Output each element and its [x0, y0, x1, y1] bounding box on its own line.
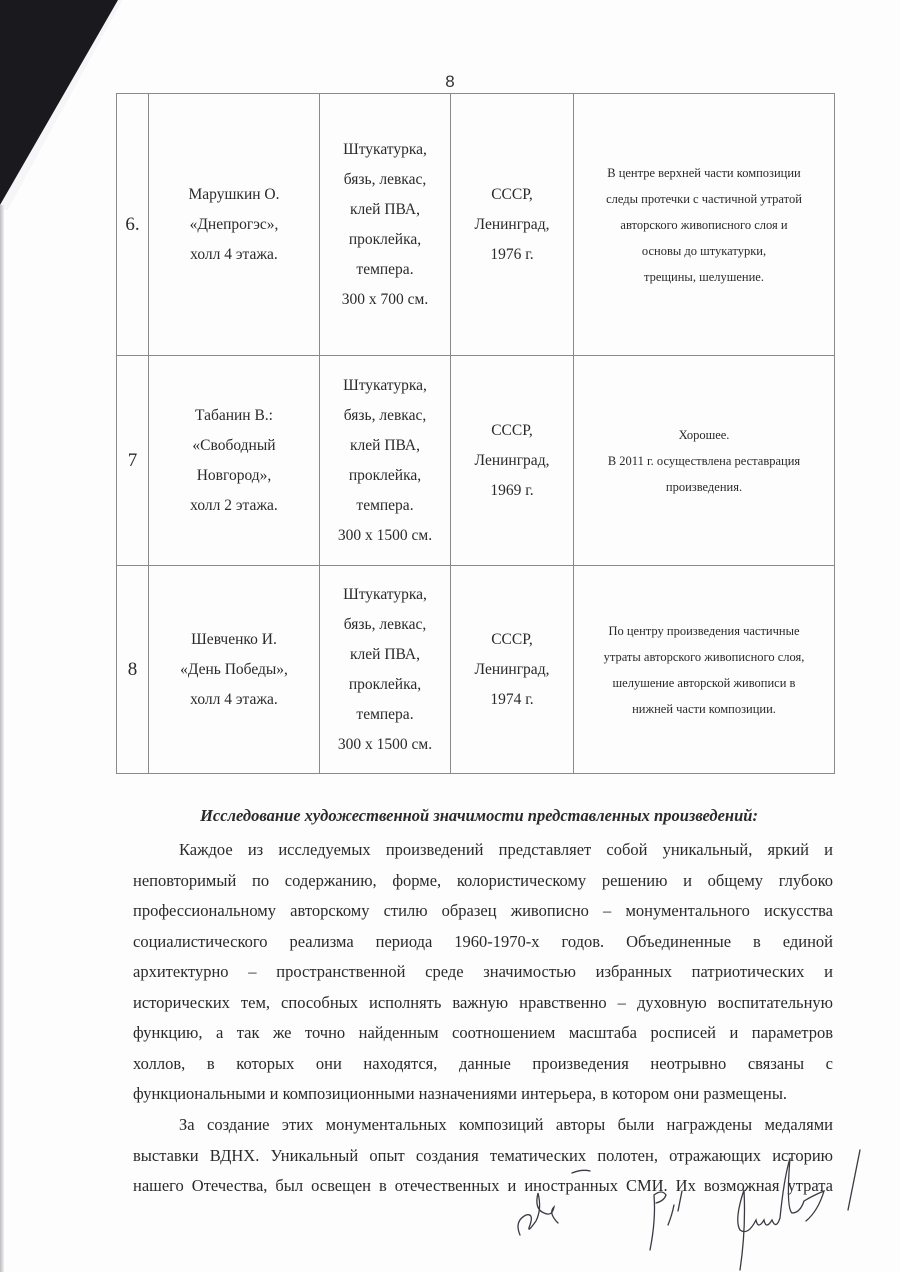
material-cell: Штукатурка, бязь, левкас, клей ПВА, проклейка, темпера. 300 х 1500 см.	[320, 356, 451, 566]
page-number: 8	[445, 72, 455, 91]
place-date-cell: СССР, Ленинград, 1974 г.	[451, 566, 574, 774]
row-number: 7	[117, 356, 149, 566]
signature-3-stroke	[848, 1150, 860, 1210]
signature-2	[650, 1191, 682, 1250]
table-row	[117, 94, 835, 356]
signature-1	[518, 1170, 590, 1235]
condition-cell: По центру произведения частичные утраты авторского живописного слоя, шелушение авторской живописи в нижней части композиции.	[574, 566, 835, 774]
table-row	[117, 566, 835, 774]
page-left-edge	[0, 205, 4, 1272]
artwork-title-cell: Шевченко И. «День Победы», холл 4 этажа.	[149, 566, 320, 774]
table-row	[117, 356, 835, 566]
section-heading: Исследование художественной значимости представленных произведений:	[200, 806, 758, 825]
paragraph-awards: За создание этих монументальных композиций авторы были награждены медалями выставки ВДНХ. Уникальный опыт создания тематических полотен, отражающих историю нашего Отечества, был освещен в отечественных и иностранных СМИ. Их возможная утрата	[133, 1115, 833, 1195]
material-cell: Штукатурка, бязь, левкас, клей ПВА, проклейка, темпера. 300 х 1500 см.	[320, 566, 451, 774]
row-number: 6.	[117, 94, 149, 356]
signatures	[500, 1140, 880, 1272]
paragraph-artistic-significance: Каждое из исследуемых произведений представляет собой уникальный, яркий и неповторимый по содержанию, форме, колористическому решению и общему глубоко профессиональному авторскому стилю образец живописно – монументального искусства социалистического реализма периода 1960-1970-х годов. Объединенные в единой архитектурно – пространственной среде значимостью избранных патриотических и исторических тем, способных исполнять важную нравственно – духовную воспитательную функцию, а так же точно найденным соотношением масштаба росписей и параметров холлов, в которых они находятся, данные произведения неотрывно связаны с функциональными и композиционными назначениями интерьера, в котором они размещены.	[133, 840, 833, 1103]
scan-background-corner	[0, 0, 118, 205]
artwork-title-cell: Марушкин О. «Днепрогэс», холл 4 этажа.	[149, 94, 320, 356]
signature-3	[738, 1158, 824, 1270]
condition-cell: В центре верхней части композиции следы протечки с частичной утратой авторского живописного слоя и основы до штукатурки, трещины, шелушение.	[574, 94, 835, 356]
row-number: 8	[117, 566, 149, 774]
place-date-cell: СССР, Ленинград, 1976 г.	[451, 94, 574, 356]
condition-cell: Хорошее. В 2011 г. осуществлена реставрация произведения.	[574, 356, 835, 566]
material-cell: Штукатурка, бязь, левкас, клей ПВА, проклейка, темпера. 300 х 700 см.	[320, 94, 451, 356]
artworks-table	[116, 93, 835, 774]
place-date-cell: СССР, Ленинград, 1969 г.	[451, 356, 574, 566]
artwork-title-cell: Табанин В.: «Свободный Новгород», холл 2 этажа.	[149, 356, 320, 566]
